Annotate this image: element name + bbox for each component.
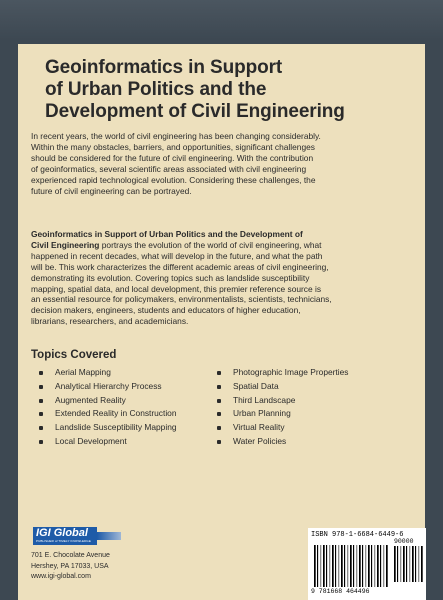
desc-line: should be considered for the future of civil engineering. With the contribution [31,152,314,163]
topic-item: Virtual Reality [214,421,348,435]
logo-swoosh [97,532,121,540]
barcode-bar [371,545,372,587]
barcode-bar [314,545,316,587]
barcode-bar [348,545,349,587]
topic-item: Urban Planning [214,407,348,421]
barcode-bar [412,546,414,582]
desc-line: of geoinformatics, several scientific areas associated with civil engineering [31,163,307,174]
topic-item: Aerial Mapping [36,366,177,380]
desc-line: In recent years, the world of civil engineering has been changing considerably. [31,131,321,141]
barcode-bar [375,545,376,587]
barcode-bar [326,545,327,587]
topic-item: Analytical Hierarchy Process [36,380,177,394]
book-title-bold: Geoinformatics in Support of Urban Politics and the Development of [31,229,303,239]
barcode-bar [330,545,331,587]
topic-item: Photographic Image Properties [214,366,348,380]
desc-line: future of civil engineering can be portrayed. [31,185,192,196]
barcode-bar [321,545,322,587]
top-shadow-strip [0,0,443,40]
barcode-bar [403,546,405,582]
barcode-bar [401,546,402,582]
address-line: 701 E. Chocolate Avenue [31,552,110,559]
book-title [45,57,415,123]
barcode-bar [366,545,367,587]
barcode-bar [339,545,340,587]
price-addon-bars [394,546,423,582]
barcode-bar [384,545,385,587]
desc-line: librarians, researchers, and academicians. [31,316,189,327]
topic-item: Local Development [36,435,177,449]
topic-item: Third Landscape [214,394,348,408]
desc-line: demonstrating its evolution. Covering topics such as landslide susceptibility [31,272,310,283]
isbn-number: ISBN 978-1-6684-6449-6 [311,531,404,539]
barcode-bar [415,546,416,582]
barcode-bar [368,545,370,587]
topic-item: Spatial Data [214,380,348,394]
description-paragraph-2 [31,229,415,327]
title-line: Geoinformatics in Support [45,57,283,78]
desc-line: Within the many obstacles, barriers, and opportunities, significant challenges [31,141,315,152]
barcode-bar [359,545,361,587]
book-title-bold: Civil Engineering [31,239,100,250]
barcode-bar [419,546,420,582]
desc-line: happened in recent decades, what will develop in the future, and what the path [31,250,323,261]
barcode-bar [394,546,396,582]
address-line: Hershey, PA 17033, USA [31,562,109,570]
desc-line: mapping, spatial data, and local development, this premier reference source is [31,283,322,294]
barcode-bar [357,545,358,587]
topics-heading: Topics Covered [31,349,117,361]
barcode-bar [397,546,398,582]
barcode-bar [323,545,325,587]
barcode-bar [406,546,407,582]
barcode-bar [341,545,343,587]
desc-line-rest: portrays the evolution of the world of civil engineering, what [99,239,322,250]
barcode-bar [380,545,381,587]
desc-line: experienced rapid technological evolution. Considering these challenges, the [31,174,316,185]
title-line: of Urban Politics and the [45,79,267,100]
title-line: Development of Civil Engineering [45,101,345,122]
topics-list-right [214,366,348,449]
desc-line: will be. This work characterizes the different academic areas of civil engineering, [31,261,329,272]
barcode-bar [335,545,336,587]
barcode-bar [353,545,354,587]
logo-name: IGI Global [36,527,88,539]
logo-tagline: PUBLISHER of TIMELY KNOWLEDGE [36,539,91,543]
barcode-bar [317,545,318,587]
ean-digits: 9 781668 464496 [311,588,370,595]
barcode-bar [410,546,411,582]
barcode-bar [362,545,363,587]
desc-line [31,229,415,240]
desc-line: decision makers, engineers, students and educators of higher education, [31,305,301,316]
topic-item: Landslide Susceptibility Mapping [36,421,177,435]
topics-list-left [36,366,177,449]
price-code: 90000 [394,538,414,545]
description-paragraph-1 [31,131,415,196]
topic-item: Extended Reality in Construction [36,407,177,421]
desc-line: an essential resource for policymakers, environmentalists, scientists, technicians, [31,294,332,305]
barcode-bar [421,546,423,582]
barcode-bar [350,545,352,587]
publisher-logo [33,527,111,545]
topic-item: Water Policies [214,435,348,449]
publisher-address [31,551,110,583]
barcode-bar [386,545,388,587]
barcode-bar [344,545,345,587]
barcode-bar [332,545,334,587]
barcode-bar [377,545,379,587]
ean-bars [314,545,388,587]
desc-line [31,240,415,251]
isbn-barcode [308,528,426,600]
topic-item: Augmented Reality [36,394,177,408]
publisher-website: www.igi-global.com [31,573,91,581]
